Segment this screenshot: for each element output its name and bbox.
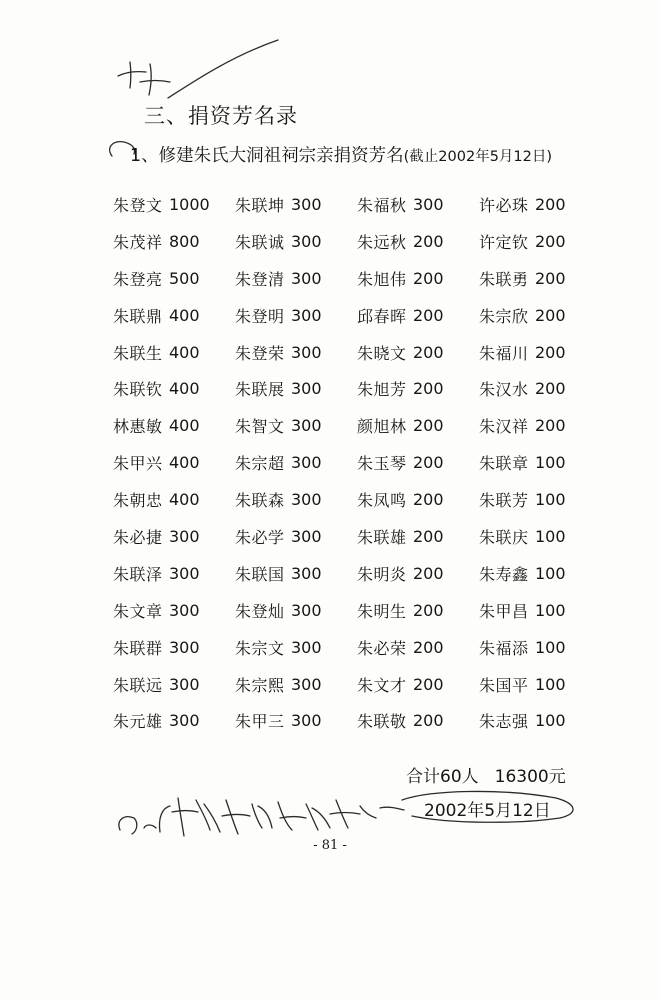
donor-name: 朱晓文 bbox=[357, 343, 407, 363]
donor-entry bbox=[479, 518, 583, 555]
donor-amount: 300 bbox=[169, 563, 200, 583]
donor-entry bbox=[113, 481, 235, 518]
donor-amount: 300 bbox=[169, 637, 200, 657]
donor-name: 朱联远 bbox=[113, 675, 163, 695]
donor-name: 朱明炎 bbox=[357, 564, 407, 584]
donor-entry bbox=[479, 297, 583, 334]
donor-name: 朱联钦 bbox=[113, 380, 163, 400]
donor-name: 朱甲昌 bbox=[479, 601, 529, 621]
donor-name: 朱登清 bbox=[235, 269, 285, 289]
donor-entry bbox=[113, 444, 235, 481]
donor-amount: 200 bbox=[535, 305, 566, 325]
donor-name: 朱国平 bbox=[479, 675, 529, 695]
donor-name: 朱登亮 bbox=[113, 269, 163, 289]
donor-amount: 200 bbox=[413, 379, 444, 399]
donor-name: 朱福秋 bbox=[357, 195, 407, 215]
donor-name: 邱春晖 bbox=[357, 306, 407, 326]
donor-name: 朱茂祥 bbox=[113, 232, 163, 252]
donor-entry bbox=[357, 334, 479, 371]
donor-entry bbox=[235, 407, 357, 444]
donor-name: 朱联生 bbox=[113, 343, 163, 363]
donor-name: 朱必荣 bbox=[357, 638, 407, 658]
donor-entry bbox=[235, 629, 357, 666]
subtitle-note: (截止2002年5月12日) bbox=[403, 149, 553, 165]
donor-entry bbox=[235, 555, 357, 592]
donor-entry bbox=[479, 407, 583, 444]
donor-entry bbox=[479, 702, 583, 739]
donor-amount: 300 bbox=[291, 674, 322, 694]
donor-name: 朱旭伟 bbox=[357, 269, 407, 289]
donor-amount: 400 bbox=[169, 453, 200, 473]
donor-name: 朱甲兴 bbox=[113, 454, 163, 474]
donor-entry bbox=[235, 334, 357, 371]
donor-amount: 300 bbox=[169, 674, 200, 694]
donor-amount: 300 bbox=[291, 600, 322, 620]
donor-amount: 200 bbox=[535, 342, 566, 362]
donor-name: 朱联勇 bbox=[479, 269, 529, 289]
donor-amount: 300 bbox=[291, 231, 322, 251]
donor-amount: 100 bbox=[535, 526, 566, 546]
donor-name: 朱联坤 bbox=[235, 195, 285, 215]
donor-name: 朱登荣 bbox=[235, 343, 285, 363]
donor-name: 朱汉水 bbox=[479, 380, 529, 400]
donor-name: 朱明生 bbox=[357, 601, 407, 621]
donor-entry bbox=[235, 223, 357, 260]
donor-entry bbox=[113, 223, 235, 260]
donor-amount: 200 bbox=[413, 526, 444, 546]
donor-entry bbox=[113, 592, 235, 629]
donor-amount: 300 bbox=[291, 416, 322, 436]
donor-amount: 300 bbox=[413, 194, 444, 214]
donor-list bbox=[113, 186, 583, 739]
donor-amount: 300 bbox=[291, 563, 322, 583]
donor-entry bbox=[113, 297, 235, 334]
donor-entry bbox=[479, 666, 583, 703]
donor-entry bbox=[357, 481, 479, 518]
donor-name: 朱联泽 bbox=[113, 564, 163, 584]
donor-entry bbox=[235, 370, 357, 407]
donor-entry bbox=[113, 555, 235, 592]
donor-name: 朱甲三 bbox=[235, 712, 285, 732]
donor-entry bbox=[235, 444, 357, 481]
donor-amount: 200 bbox=[535, 194, 566, 214]
donor-entry bbox=[113, 518, 235, 555]
donor-entry bbox=[357, 186, 479, 223]
donor-amount: 100 bbox=[535, 600, 566, 620]
donor-entry bbox=[357, 223, 479, 260]
donor-entry bbox=[357, 518, 479, 555]
donor-entry bbox=[113, 186, 235, 223]
donor-entry bbox=[357, 666, 479, 703]
donor-amount: 300 bbox=[291, 711, 322, 731]
donor-entry bbox=[235, 666, 357, 703]
donor-amount: 300 bbox=[291, 637, 322, 657]
donor-entry bbox=[235, 297, 357, 334]
donor-name: 朱汉祥 bbox=[479, 417, 529, 437]
donor-name: 朱必学 bbox=[235, 527, 285, 547]
donor-entry bbox=[479, 223, 583, 260]
donor-name: 颜旭林 bbox=[357, 417, 407, 437]
donor-amount: 200 bbox=[413, 453, 444, 473]
donor-entry bbox=[113, 702, 235, 739]
donor-entry bbox=[357, 702, 479, 739]
donor-amount: 300 bbox=[291, 526, 322, 546]
donor-amount: 300 bbox=[291, 194, 322, 214]
donor-entry bbox=[235, 592, 357, 629]
donor-entry bbox=[357, 592, 479, 629]
donor-entry bbox=[479, 370, 583, 407]
donor-entry bbox=[113, 370, 235, 407]
donor-amount: 300 bbox=[291, 342, 322, 362]
donor-amount: 200 bbox=[413, 674, 444, 694]
donor-entry bbox=[235, 481, 357, 518]
donor-name: 朱联国 bbox=[235, 564, 285, 584]
donor-amount: 200 bbox=[413, 416, 444, 436]
donor-entry bbox=[357, 407, 479, 444]
total-amount: 16300元 bbox=[494, 767, 566, 787]
page-number: - 81 - bbox=[313, 838, 347, 853]
donor-amount: 200 bbox=[413, 490, 444, 510]
signing-date: 2002年5月12日 bbox=[424, 801, 551, 821]
donor-name: 朱福川 bbox=[479, 343, 529, 363]
donor-entry bbox=[357, 629, 479, 666]
donor-amount: 300 bbox=[291, 305, 322, 325]
donor-name: 朱联芳 bbox=[479, 491, 529, 511]
donor-amount: 300 bbox=[169, 526, 200, 546]
donor-amount: 100 bbox=[535, 563, 566, 583]
donor-name: 林惠敏 bbox=[113, 417, 163, 437]
donor-name: 朱联展 bbox=[235, 380, 285, 400]
donor-amount: 1000 bbox=[169, 194, 210, 214]
donor-amount: 300 bbox=[291, 379, 322, 399]
donor-name: 朱元雄 bbox=[113, 712, 163, 732]
donor-entry bbox=[235, 260, 357, 297]
donor-entry bbox=[357, 260, 479, 297]
donor-amount: 400 bbox=[169, 379, 200, 399]
donor-name: 朱联敬 bbox=[357, 712, 407, 732]
donor-name: 朱联章 bbox=[479, 454, 529, 474]
donor-entry bbox=[479, 444, 583, 481]
donor-amount: 200 bbox=[413, 305, 444, 325]
total-people: 合计60人 bbox=[406, 767, 479, 787]
donor-amount: 400 bbox=[169, 305, 200, 325]
donor-name: 朱宗欣 bbox=[479, 306, 529, 326]
donor-name: 朱联雄 bbox=[357, 527, 407, 547]
donor-entry bbox=[357, 555, 479, 592]
donor-amount: 100 bbox=[535, 637, 566, 657]
donor-name: 朱宗文 bbox=[235, 638, 285, 658]
donor-amount: 200 bbox=[535, 379, 566, 399]
donor-entry bbox=[479, 629, 583, 666]
donor-name: 朱朝忠 bbox=[113, 491, 163, 511]
donor-name: 朱登灿 bbox=[235, 601, 285, 621]
donor-name: 朱玉琴 bbox=[357, 454, 407, 474]
donor-entry bbox=[479, 555, 583, 592]
donor-entry bbox=[479, 260, 583, 297]
donor-entry bbox=[479, 481, 583, 518]
donor-entry bbox=[235, 186, 357, 223]
donor-name: 朱宗熙 bbox=[235, 675, 285, 695]
donor-name: 朱必捷 bbox=[113, 527, 163, 547]
subtitle-main: 1、修建朱氏大洞祖祠宗亲捐资芳名 bbox=[130, 146, 404, 166]
donor-amount: 300 bbox=[291, 268, 322, 288]
donor-entry bbox=[357, 297, 479, 334]
donor-name: 朱联森 bbox=[235, 491, 285, 511]
donor-entry bbox=[113, 666, 235, 703]
donor-amount: 300 bbox=[291, 490, 322, 510]
donor-name: 朱宗超 bbox=[235, 454, 285, 474]
donor-name: 朱联诚 bbox=[235, 232, 285, 252]
donor-name: 朱文才 bbox=[357, 675, 407, 695]
donor-entry bbox=[357, 444, 479, 481]
donor-name: 朱智文 bbox=[235, 417, 285, 437]
donor-entry bbox=[113, 260, 235, 297]
donor-entry bbox=[235, 702, 357, 739]
donor-amount: 800 bbox=[169, 231, 200, 251]
donor-amount: 200 bbox=[413, 563, 444, 583]
donor-amount: 300 bbox=[291, 453, 322, 473]
donor-name: 朱联群 bbox=[113, 638, 163, 658]
section-title: 三、捐资芳名录 bbox=[144, 104, 298, 128]
donor-amount: 200 bbox=[535, 268, 566, 288]
donor-amount: 100 bbox=[535, 453, 566, 473]
donor-amount: 400 bbox=[169, 490, 200, 510]
donor-amount: 500 bbox=[169, 268, 200, 288]
donor-name: 朱登明 bbox=[235, 306, 285, 326]
donor-name: 朱志强 bbox=[479, 712, 529, 732]
donor-name: 朱寿鑫 bbox=[479, 564, 529, 584]
subtitle bbox=[130, 142, 552, 167]
donor-entry bbox=[357, 370, 479, 407]
donor-name: 朱文章 bbox=[113, 601, 163, 621]
donor-name: 朱联鼎 bbox=[113, 306, 163, 326]
donor-amount: 300 bbox=[169, 600, 200, 620]
donor-amount: 200 bbox=[535, 231, 566, 251]
total-line bbox=[406, 762, 566, 787]
donor-entry bbox=[479, 186, 583, 223]
donor-amount: 400 bbox=[169, 342, 200, 362]
donor-entry bbox=[113, 629, 235, 666]
donor-amount: 100 bbox=[535, 490, 566, 510]
donor-name: 朱联庆 bbox=[479, 527, 529, 547]
donor-name: 朱凤鸣 bbox=[357, 491, 407, 511]
donor-amount: 200 bbox=[413, 637, 444, 657]
donor-amount: 100 bbox=[535, 711, 566, 731]
donor-amount: 200 bbox=[413, 268, 444, 288]
donor-amount: 300 bbox=[169, 711, 200, 731]
donor-amount: 200 bbox=[413, 342, 444, 362]
donor-name: 朱登文 bbox=[113, 195, 163, 215]
donor-amount: 200 bbox=[413, 600, 444, 620]
donor-name: 朱远秋 bbox=[357, 232, 407, 252]
donor-entry bbox=[479, 592, 583, 629]
donor-amount: 200 bbox=[413, 231, 444, 251]
donor-amount: 200 bbox=[413, 711, 444, 731]
donor-entry bbox=[113, 407, 235, 444]
donor-entry bbox=[113, 334, 235, 371]
donor-entry bbox=[479, 334, 583, 371]
donor-amount: 200 bbox=[535, 416, 566, 436]
donor-entry bbox=[235, 518, 357, 555]
donor-amount: 400 bbox=[169, 416, 200, 436]
donor-name: 朱旭芳 bbox=[357, 380, 407, 400]
donor-name: 许定钦 bbox=[479, 232, 529, 252]
donor-name: 许必珠 bbox=[479, 195, 529, 215]
donor-amount: 100 bbox=[535, 674, 566, 694]
donor-name: 朱福添 bbox=[479, 638, 529, 658]
